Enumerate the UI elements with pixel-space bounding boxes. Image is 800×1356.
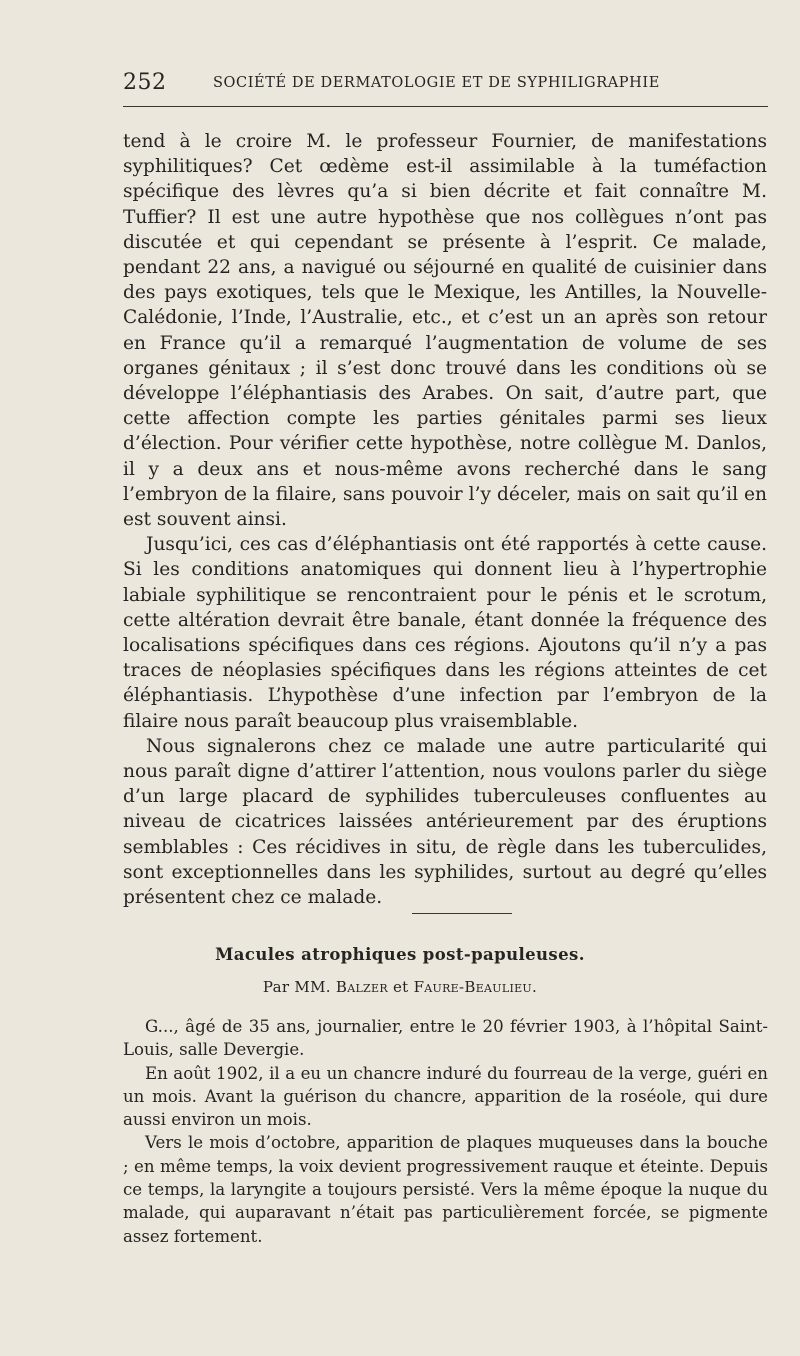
paragraph: Jusqu’ici, ces cas d’éléphantiasis ont été rapportés à cette cause. Si les conditions anatomiques qui donnent lieu à l’hypertrophie labiale syphilitique se rencontraient pour le pénis et le scrotum, cette altération devrait être banale, étant donnée la fréquence des localisations spécifiques dans ces régions. Ajoutons qu’il n’y a pas traces de néoplasies spécifiques dans les régions atteintes de cet éléphantiasis. L’hypothèse d’une infection par l’embryon de la filaire nous paraît beaucoup plus vraisemblable.: [123, 534, 767, 732]
article-title: Macules atrophiques post-papuleuses.: [215, 945, 585, 964]
paragraph: Nous signalerons chez ce malade une autre particularité qui nous paraît digne d’attirer l’attention, nous voulons parler du siège d’un large placard de syphilides tuberculeuses confluentes au niveau de cicatrices laissées antérieurement par des éruptions semblables : Ces récidives in situ, de règle dans les tuberculides, sont exceptionnelles dans les syphilides, surtout au degré qu’elles présentent chez ce malade.: [123, 735, 767, 909]
running-head: SOCIÉTÉ DE DERMATOLOGIE ET DE SYPHILIGRAPHIE: [213, 75, 660, 91]
section-divider: [412, 913, 512, 914]
paragraph: G..., âgé de 35 ans, journalier, entre le 20 février 1903, à l’hôpital Saint-Louis, salle Devergie.: [123, 1017, 768, 1060]
paragraph: tend à le croire M. le professeur Fournier, de manifestations syphilitiques? Cet œdème est-il assimilable à la tuméfaction spécifique des lèvres qu’a si bien décrite et fait connaître M. Tuffier? Il est une autre hypothèse que nos collègues n’ont pas discutée et qui cependant se présente à l’esprit. Ce malade, pendant 22 ans, a navigué ou séjourné en qualité de cuisinier dans des pays exotiques, tels que le Mexique, les Antilles, la Nouvelle-Calédonie, l’Inde, l’Australie, etc., et c’est un an après son retour en France qu’il a remarqué l’augmentation de volume de ses organes génitaux ; il s’est donc trouvé dans les conditions où se développe l’éléphantiasis des Arabes. On sait, d’autre part, que cette affection compte les parties génitales parmi ses lieux d’élection. Pour vérifier cette hypothèse, notre collègue M. Danlos, il y a deux ans et nous-même avons recherché dans le sang l’embryon de la filaire, sans pouvoir l’y déceler, mais on sait qu’il en est souvent ainsi.: [123, 131, 767, 531]
previous-article-text: [123, 129, 767, 910]
header-rule: [123, 106, 768, 107]
article-body: [123, 1015, 768, 1248]
author-name: Faure-Beaulieu.: [413, 978, 538, 996]
author-name: Balzer: [335, 978, 388, 996]
article-authors: [0, 978, 800, 996]
authors-prefix: Par MM.: [262, 978, 331, 996]
paragraph: Vers le mois d’octobre, apparition de plaques muqueuses dans la bouche ; en même temps, la voix devient progressivement rauque et éteinte. Depuis ce temps, la laryngite a toujours persisté. Vers la même époque la nuque du malade, qui auparavant n’était pas particulièrement forcée, se pigmente assez fortement.: [123, 1133, 768, 1246]
page-number: 252: [123, 70, 167, 95]
authors-conjunction: et: [392, 978, 409, 996]
paragraph: En août 1902, il a eu un chancre induré du fourreau de la verge, guéri en un mois. Avant la guérison du chancre, apparition de la roséole, qui dure aussi environ un mois.: [123, 1063, 768, 1130]
page-header: [123, 70, 768, 100]
